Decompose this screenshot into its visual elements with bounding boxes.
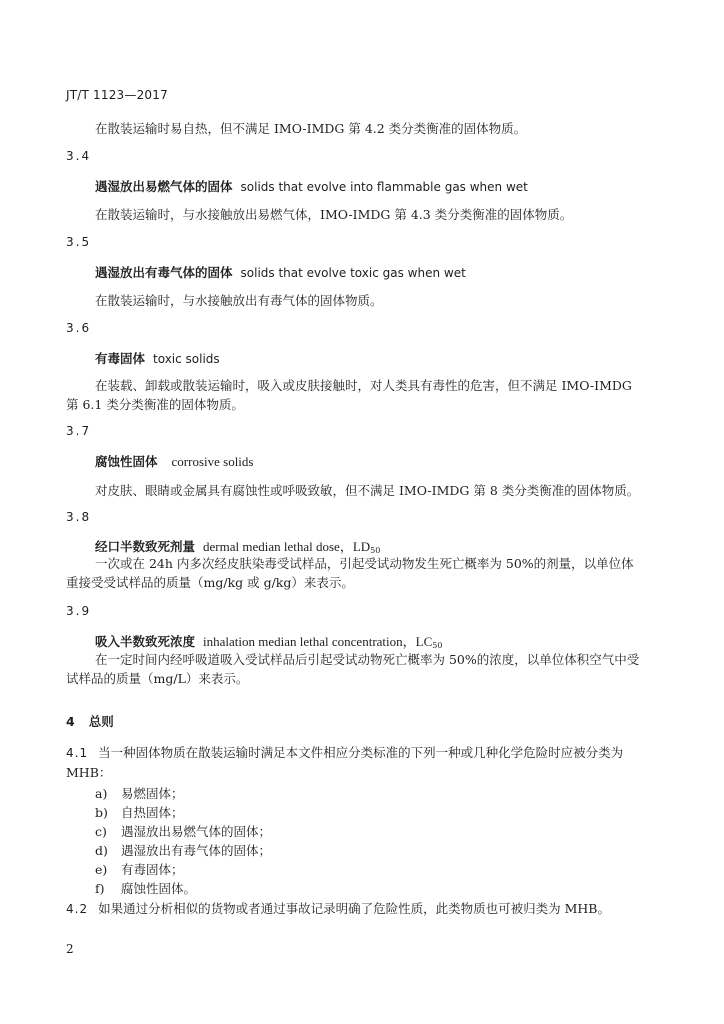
section-4-title: 总则 — [88, 714, 114, 729]
term-3-6 — [95, 348, 220, 367]
standard-id-header: JT/T 1123—2017 — [66, 88, 168, 102]
list-item-label: d) — [95, 843, 108, 858]
clause-number-3-8: 3.8 — [66, 510, 92, 524]
term-3-4-chinese: 遇湿放出易燃气体的固体 — [95, 179, 233, 194]
term-3-8-english: dermal median lethal dose，LD — [203, 539, 371, 554]
clause-4-1-text: 当一种固体物质在散装运输时满足本文件相应分类标准的下列一种或几种化学危险时应被分类为 MHB： — [66, 745, 624, 780]
list-item-label: b) — [95, 805, 108, 820]
term-3-5 — [95, 262, 466, 281]
list-item-label: f) — [95, 881, 105, 896]
page-number: 2 — [66, 942, 74, 956]
term-3-7 — [95, 451, 253, 470]
list-item — [95, 822, 271, 840]
section-4-number: 4 — [66, 714, 75, 729]
term-3-5-english: solids that evolve toxic gas when wet — [240, 266, 466, 280]
clause-number-3-4: 3.4 — [66, 149, 92, 163]
clause-4-2-text: 如果通过分析相似的货物或者通过事故记录明确了危险性质，此类物质也可被归类为 MHB。 — [98, 901, 610, 916]
definition-3-5: 在散装运输时，与水接触放出有毒气体的固体物质。 — [95, 293, 383, 308]
list-item-text: 腐蚀性固体。 — [121, 881, 197, 896]
list-item-text: 易燃固体； — [121, 786, 184, 801]
definition-3-8: 一次或在 24h 内多次经皮肤染毒受试样品，引起受试动物发生死亡概率为 50%的剂量，以单位体重接受受试样品的质量（mg/kg 或 g/kg）来表示。 — [66, 556, 634, 590]
list-item — [95, 841, 271, 859]
term-3-8 — [95, 536, 380, 555]
section-4-heading — [66, 711, 114, 730]
clause-number-3-7: 3.7 — [66, 424, 92, 438]
term-3-9 — [95, 631, 442, 650]
definition-3-7: 对皮肤、眼睛或金属具有腐蚀性或呼吸致敏，但不满足 IMO-IMDG 第 8 类分类衡准的固体物质。 — [95, 483, 640, 498]
list-item-text: 遇湿放出易燃气体的固体； — [121, 824, 272, 839]
list-item-label: a) — [95, 786, 108, 801]
term-3-9-english: inhalation median lethal concentration，LC — [203, 634, 433, 649]
definition-3-9: 在一定时间内经呼吸道吸入受试样品后引起受试动物死亡概率为 50%的浓度，以单位体积空气中受试样品的质量（mg/L）来表示。 — [66, 652, 640, 686]
list-item — [95, 879, 196, 897]
clause-number-3-9: 3.9 — [66, 604, 92, 618]
term-3-9-subscript: 50 — [432, 641, 443, 650]
list-item-label: e) — [95, 862, 108, 877]
term-3-4-english: solids that evolve into flammable gas when wet — [240, 180, 528, 194]
list-item-text: 遇湿放出有毒气体的固体； — [121, 843, 272, 858]
clause-number-3-6: 3.6 — [66, 321, 92, 335]
clause-4-2-number: 4.2 — [66, 902, 89, 916]
clause-4-1 — [66, 743, 644, 782]
term-3-8-chinese: 经口半数致死剂量 — [95, 539, 196, 554]
clause-4-1-number: 4.1 — [66, 746, 89, 760]
list-item — [95, 803, 184, 821]
term-3-6-chinese: 有毒固体 — [95, 351, 146, 366]
definition-3-6: 在装载、卸载或散装运输时，吸入或皮肤接触时，对人类具有毒性的危害，但不满足 IMO-IMDG 第 6.1 类分类衡准的固体物质。 — [66, 378, 632, 412]
clause-4-2 — [66, 898, 610, 917]
term-3-4 — [95, 176, 528, 195]
list-item-label: c) — [95, 824, 107, 839]
list-item-text: 自热固体； — [121, 805, 184, 820]
list-item — [95, 860, 184, 878]
term-3-8-subscript: 50 — [370, 546, 381, 555]
term-3-7-chinese: 腐蚀性固体 — [95, 454, 158, 469]
clause-number-3-5: 3.5 — [66, 235, 92, 249]
list-item — [95, 784, 184, 802]
term-3-7-english: corrosive solids — [171, 454, 254, 469]
definition-3-3-continued: 在散装运输时易自热，但不满足 IMO-IMDG 第 4.2 类分类衡准的固体物质。 — [95, 121, 527, 136]
term-3-9-chinese: 吸入半数致死浓度 — [95, 634, 196, 649]
term-3-6-english: toxic solids — [153, 352, 220, 366]
definition-3-4: 在散装运输时，与水接触放出易燃气体，IMO-IMDG 第 4.3 类分类衡准的固体物质。 — [95, 207, 573, 222]
list-item-text: 有毒固体； — [121, 862, 184, 877]
term-3-5-chinese: 遇湿放出有毒气体的固体 — [95, 265, 233, 280]
